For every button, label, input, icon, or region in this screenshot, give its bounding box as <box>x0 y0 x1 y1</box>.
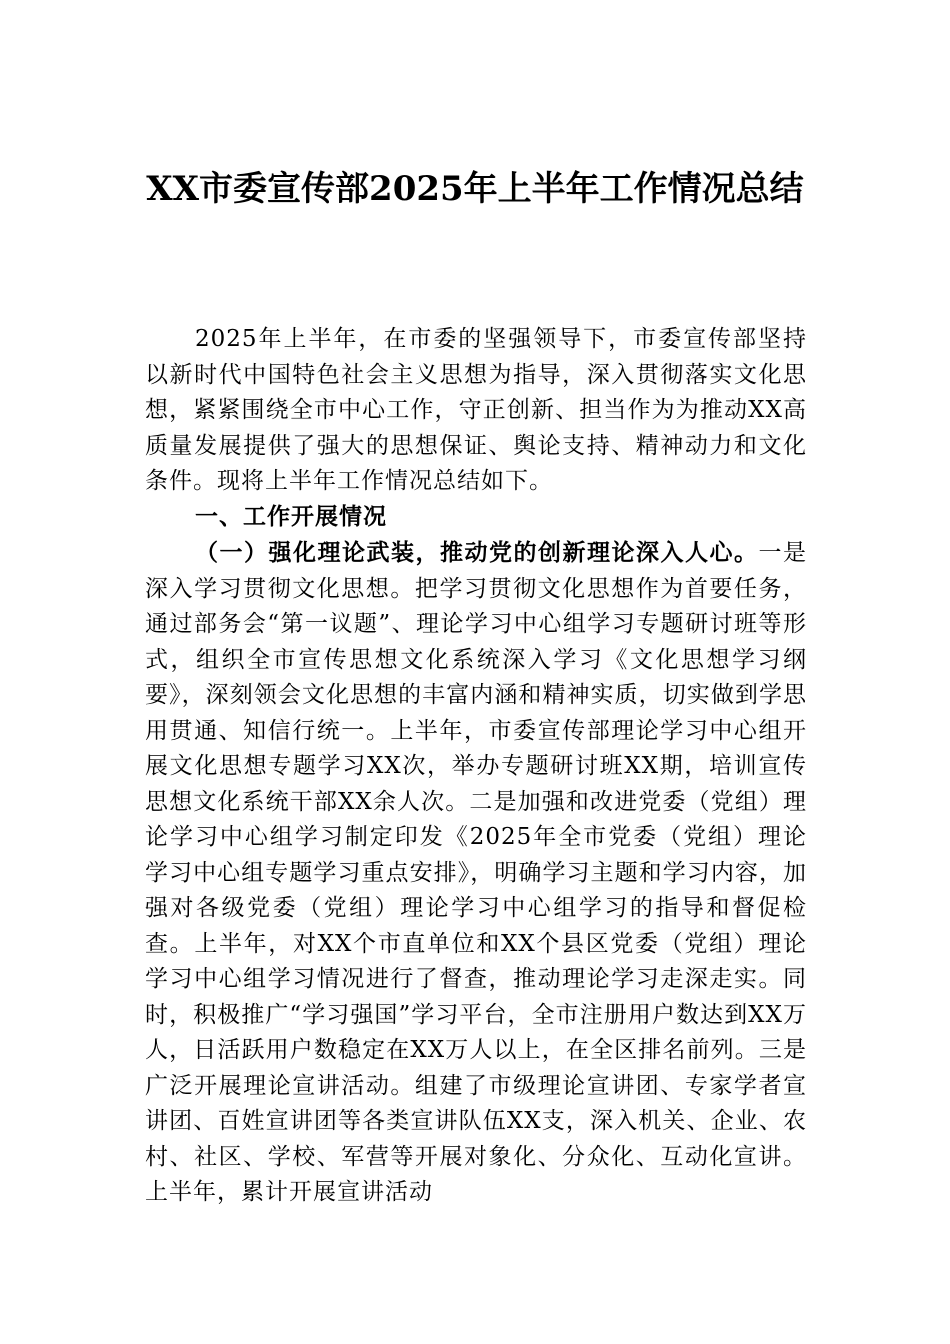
section-heading: 一、工作开展情况 <box>195 503 387 530</box>
section-paragraph <box>145 535 807 1211</box>
subsection-body: 一是深入学习贯彻文化思想。把学习贯彻文化思想作为首要任务，通过部务会“第一议题”、理论学习中心组学习专题研讨班等形式，组织全市宣传思想文化系统深入学习《文化思想学习纲要》，深刻领会文化思想的丰富内涵和精神实质，切实做到学思用贯通、知信行统一。上半年，市委宣传部理论学习中心组开展文化思想专题学习XX次，举办专题研讨班XX期，培训宣传思想文化系统干部XX余人次。二是加强和改进党委（党组）理论学习中心组学习制定印发《2025年全市党委（党组）理论学习中心组专题学习重点安排》，明确学习主题和学习内容，加强对各级党委（党组）理论学习中心组学习的指导和督促检查。上半年，对XX个市直单位和XX个县区党委（党组）理论学习中心组学习情况进行了督查，推动理论学习走深走实。同时，积极推广“学习强国”学习平台，全市注册用户数达到XX万人，日活跃用户数稳定在XX万人以上，在全区排名前列。三是广泛开展理论宣讲活动。组建了市级理论宣讲团、专家学者宣讲团、百姓宣讲团等各类宣讲队伍XX支，深入机关、企业、农村、社区、学校、军营等开展对象化、分众化、互动化宣讲。上半年，累计开展宣讲活动 <box>145 540 807 1205</box>
document-body <box>145 322 807 1211</box>
document-title: XX市委宣传部2025年上半年工作情况总结 <box>146 169 804 209</box>
intro-paragraph: 2025年上半年，在市委的坚强领导下，市委宣传部坚持以新时代中国特色社会主义思想为指导，深入贯彻落实文化思想，紧紧围绕全市中心工作，守正创新、担当作为为推动XX高质量发展提供了强大的思想保证、舆论支持、精神动力和文化条件。现将上半年工作情况总结如下。 <box>145 326 807 494</box>
subsection-heading: （一）强化理论武装，推动党的创新理论深入人心。 <box>195 539 759 566</box>
